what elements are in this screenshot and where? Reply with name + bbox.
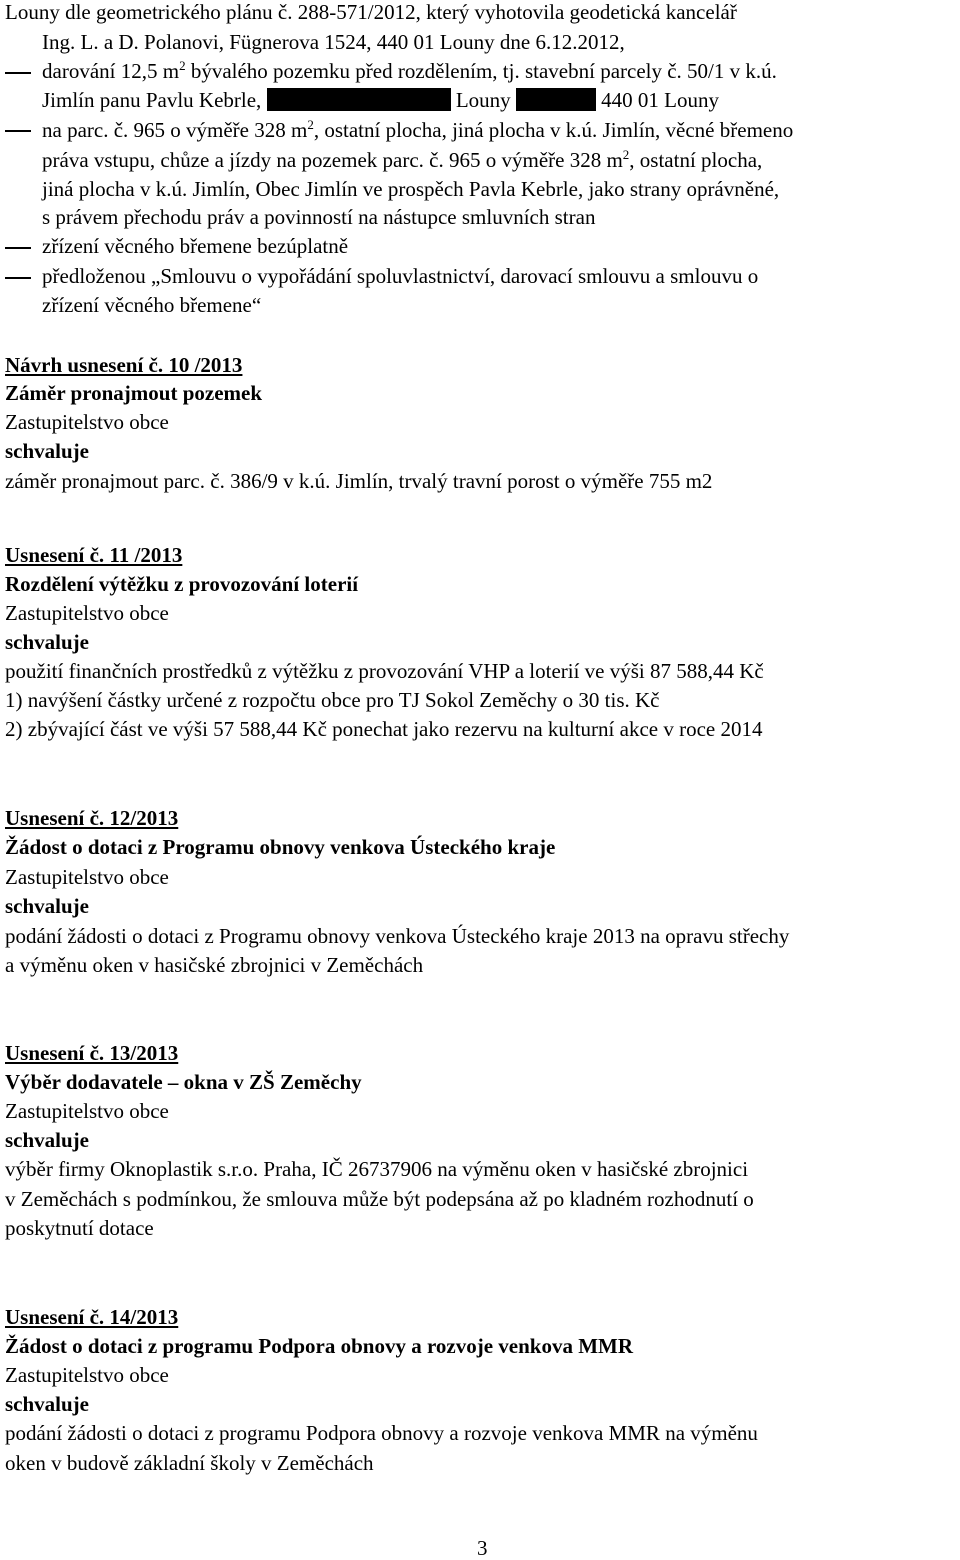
- resolution-body: Zastupitelstvo obce: [5, 1099, 169, 1123]
- resolution-verb: schvaluje: [5, 1392, 89, 1416]
- resolution-text: záměr pronajmout parc. č. 386/9 v k.ú. Jimlín, trvalý travní porost o výměře 755 m2: [5, 469, 713, 493]
- resolution-text: použití finančních prostředků z výtěžku z provozování VHP a loterií ve výši 87 588,44 Kč: [5, 659, 764, 683]
- resolution-text: a výměnu oken v hasičské zbrojnici v Zeměchách: [5, 953, 424, 977]
- bullet-dash: [5, 247, 31, 249]
- intro-line-10: předloženou „Smlouvu o vypořádání spoluvlastnictví, darovací smlouvu a smlouvu o: [42, 264, 759, 288]
- intro-line-3: darování 12,5 $m^2$ bývalého pozemku před rozdělením, tj. stavební parcely č. 50/1 v k.ú.: [42, 58, 777, 83]
- resolution-verb: schvaluje: [5, 1128, 89, 1152]
- resolution-text: výběr firmy Oknoplastik s.r.o. Praha, IČ 26737906 na výměnu oken v hasičské zbrojnici: [5, 1157, 749, 1181]
- intro-line-11: zřízení věcného břemene“: [42, 293, 262, 317]
- resolution-body: Zastupitelstvo obce: [5, 1363, 169, 1387]
- resolution-text: poskytnutí dotace: [5, 1216, 154, 1240]
- resolution-text: podání žádosti o dotaci z programu Podpora obnovy a rozvoje venkova MMR na výměnu: [5, 1421, 758, 1445]
- resolution-title: Žádost o dotaci z programu Podpora obnovy a rozvoje venkova MMR: [5, 1334, 634, 1358]
- resolution-title: Záměr pronajmout pozemek: [5, 381, 263, 405]
- resolution-body: Zastupitelstvo obce: [5, 601, 169, 625]
- resolution-text: oken v budově základní školy v Zeměchách: [5, 1451, 374, 1475]
- resolution-text: podání žádosti o dotaci z Programu obnovy venkova Ústeckého kraje 2013 na opravu střechy: [5, 924, 790, 948]
- resolution-body: Zastupitelstvo obce: [5, 865, 169, 889]
- intro-line-2: Ing. L. a D. Polanovi, Fügnerova 1524, 440 01 Louny dne 6.12.2012,: [42, 30, 625, 54]
- bullet-dash: [5, 277, 31, 279]
- resolution-body: Zastupitelstvo obce: [5, 410, 169, 434]
- resolution-number: Usnesení č. 13/2013: [5, 1041, 179, 1065]
- intro-line-1: Louny dle geometrického plánu č. 288-571/2012, který vyhotovila geodetická kancelář: [5, 0, 737, 24]
- redaction-box: [267, 88, 451, 111]
- resolution-number: Usnesení č. 14/2013: [5, 1305, 179, 1329]
- bullet-dash: [5, 130, 31, 132]
- resolution-verb: schvaluje: [5, 630, 89, 654]
- intro-line-4: Jimlín panu Pavlu Kebrle, Louny 440 01 Louny: [42, 88, 719, 112]
- resolution-number: Usnesení č. 12/2013: [5, 806, 179, 830]
- bullet-dash: [5, 72, 31, 74]
- resolution-text: 2) zbývající část ve výši 57 588,44 Kč ponechat jako rezervu na kulturní akce v roce 2014: [5, 717, 763, 741]
- intro-line-6: práva vstupu, chůze a jízdy na pozemek parc. č. 965 o výměře 328 $m^2$, ostatní plocha,: [42, 147, 763, 172]
- page-number: 3: [477, 1536, 488, 1560]
- resolution-verb: schvaluje: [5, 439, 89, 463]
- resolution-title: Výběr dodavatele – okna v ZŠ Zeměchy: [5, 1070, 362, 1094]
- resolution-text: v Zeměchách s podmínkou, že smlouva může být podepsána až po kladném rozhodnutí o: [5, 1187, 754, 1211]
- redaction-box: [516, 88, 596, 111]
- resolution-number: Usnesení č. 11 /2013: [5, 543, 183, 567]
- intro-line-7: jiná plocha v k.ú. Jimlín, Obec Jimlín ve prospěch Pavla Kebrle, jako strany oprávněné,: [42, 177, 780, 201]
- intro-line-9: zřízení věcného břemene bezúplatně: [42, 234, 349, 258]
- resolution-text: 1) navýšení částky určené z rozpočtu obce pro TJ Sokol Zeměchy o 30 tis. Kč: [5, 688, 660, 712]
- resolution-title: Žádost o dotaci z Programu obnovy venkova Ústeckého kraje: [5, 835, 556, 859]
- resolution-verb: schvaluje: [5, 894, 89, 918]
- resolution-number: Návrh usnesení č. 10 /2013: [5, 353, 243, 377]
- intro-line-8: s právem přechodu práv a povinností na nástupce smluvních stran: [42, 205, 596, 229]
- intro-line-5: na parc. č. 965 o výměře 328 $m^2$, ostatní plocha, jiná plocha v k.ú. Jimlín, věcné břemeno: [42, 117, 794, 142]
- resolution-title: Rozdělení výtěžku z provozování loterií: [5, 572, 359, 596]
